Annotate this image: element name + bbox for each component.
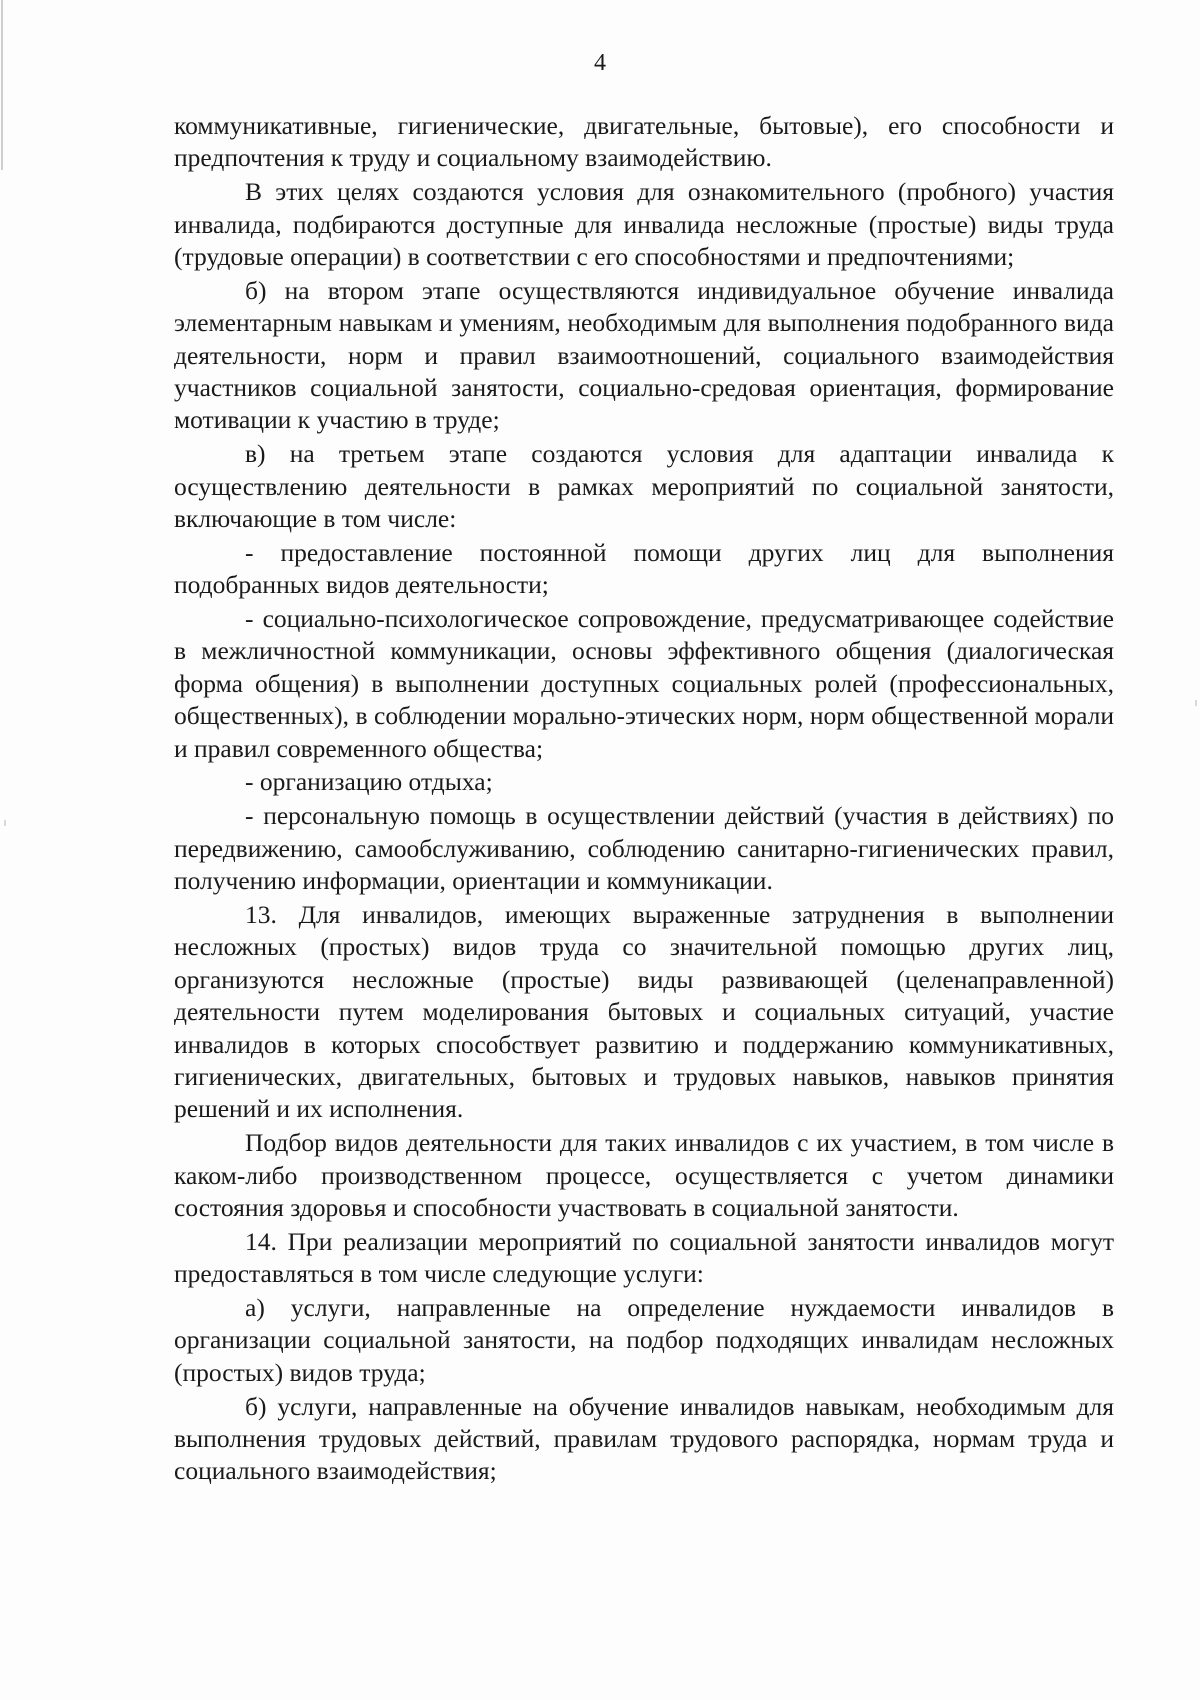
- scan-speck: [4, 820, 6, 826]
- paragraph: в) на третьем этапе создаются условия для адаптации инвалида к осуществлению деятельности в рамках мероприятий по социальной занятости, включающие в том числе:: [174, 439, 1114, 534]
- paragraph: В этих целях создаются условия для ознакомительного (пробного) участия инвалида, подбираются доступные для инвалида несложные (простые) виды труда (трудовые операции) в соответствии с его способностями и предпочтениями;: [174, 177, 1114, 272]
- list-item: - организацию отдыха;: [245, 767, 493, 797]
- list-item: - предоставление постоянной помощи других лиц для выполнения подобранных видов деятельности;: [174, 537, 1114, 600]
- paragraph: б) услуги, направленные на обучение инвалидов навыкам, необходимым для выполнения трудовых действий, правилам трудового распорядка, нормам труда и социального взаимодействия;: [174, 1391, 1114, 1486]
- page-number: 4: [594, 50, 606, 76]
- paragraph: Подбор видов деятельности для таких инвалидов с их участием, в том числе в каком-либо производственном процессе, осуществляется с учетом динамики состояния здоровья и способности участвовать в социальной занятости.: [174, 1128, 1114, 1222]
- paragraph: 13. Для инвалидов, имеющих выраженные затруднения в выполнении несложных (простых) видов труда со значительной помощью других лиц, организуются несложные (простые) виды развивающей (целенаправленной) деятельности путем моделирования бытовых и социальных ситуаций, участие инвалидов в которых способствует развитию и поддержанию коммуникативных, гигиенических, двигательных, бытовых и трудовых навыков, навыков принятия решений и их исполнения.: [174, 899, 1114, 1124]
- document-body: [174, 110, 1114, 1489]
- paragraph: коммуникативные, гигиенические, двигательные, бытовые), его способности и предпочтения к труду и социальному взаимодействию.: [174, 111, 1114, 173]
- paragraph: 14. При реализации мероприятий по социальной занятости инвалидов могут предоставляться в том числе следующие услуги:: [174, 1226, 1114, 1289]
- paragraph: а) услуги, направленные на определение нуждаемости инвалидов в организации социальной занятости, на подбор подходящих инвалидам несложных (простых) видов труда;: [174, 1292, 1114, 1387]
- list-item: - социально-психологическое сопровождение, предусматривающее содействие в межличностной коммуникации, основы эффективного общения (диалогическая форма общения) в выполнении доступных социальных ролей (профессиональных, общественных), в соблюдении морально-этических норм, норм общественной морали и правил современного общества;: [174, 604, 1114, 763]
- paragraph: б) на втором этапе осуществляются индивидуальное обучение инвалида элементарным навыкам и умениям, необходимым для выполнения подобранного вида деятельности, норм и правил взаимоотношений, социального взаимодействия участников социальной занятости, социально-средовая ориентация, формирование мотивации к участию в труде;: [174, 275, 1114, 435]
- scan-speck: [1195, 700, 1197, 706]
- scan-edge-mark: [1, 0, 3, 170]
- list-item: - персональную помощь в осуществлении действий (участия в действиях) по передвижению, самообслуживанию, соблюдению санитарно-гигиенических правил, получению информации, ориентации и коммуникации.: [174, 801, 1114, 896]
